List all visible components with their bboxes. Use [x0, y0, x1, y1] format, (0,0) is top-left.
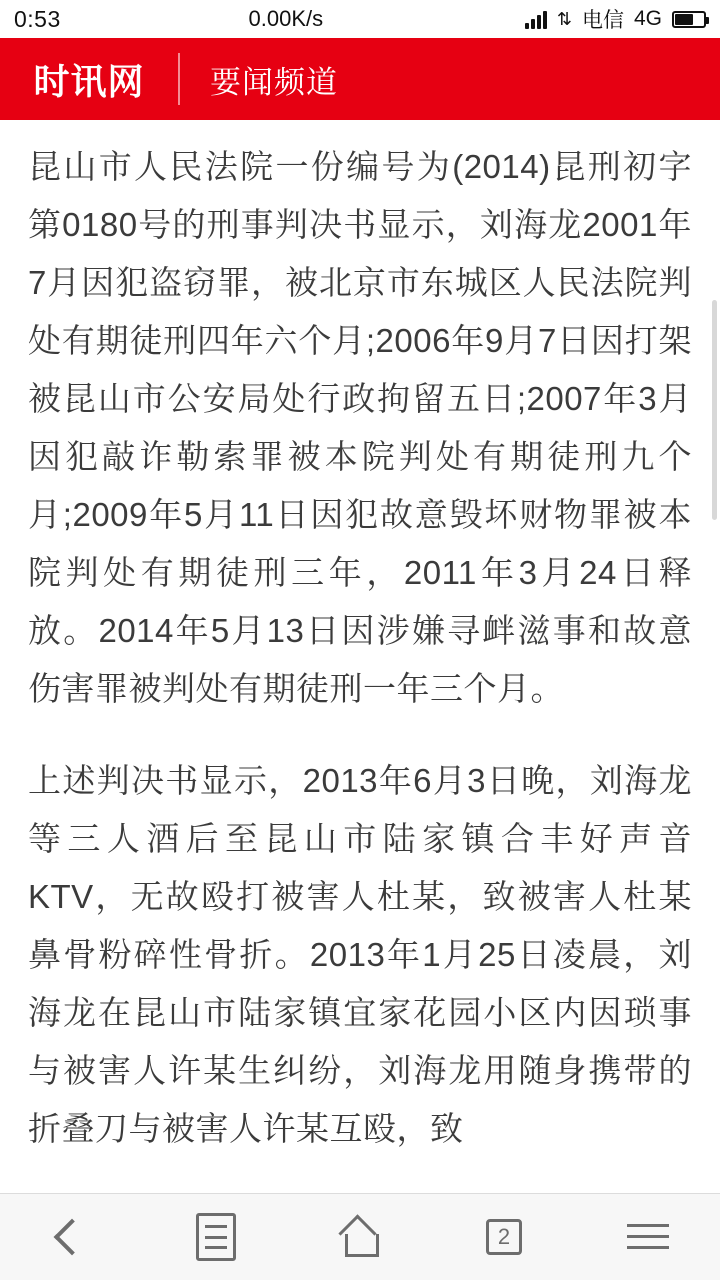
status-bar [0, 0, 720, 38]
site-header [0, 38, 720, 120]
network-speed-label: 0.00K/s [248, 6, 324, 31]
home-icon [341, 1218, 379, 1256]
bottom-navigation-bar [0, 1193, 720, 1280]
chevron-left-icon [54, 1219, 91, 1256]
nav-reader-button[interactable] [144, 1194, 288, 1280]
status-bar-right [525, 4, 706, 34]
tabs-icon: 2 [486, 1219, 522, 1255]
battery-icon [672, 11, 706, 28]
network-type-label: 4G [633, 7, 662, 30]
channel-title: 要闻频道 [210, 64, 338, 100]
vertical-scrollbar[interactable] [712, 300, 717, 520]
nav-back-button[interactable] [0, 1194, 144, 1280]
nav-menu-button[interactable] [576, 1194, 720, 1280]
hamburger-menu-icon [627, 1222, 669, 1252]
site-logo[interactable]: 时讯网 [33, 60, 145, 102]
nav-home-button[interactable] [288, 1194, 432, 1280]
up-down-arrows-icon: ⇅ [556, 9, 572, 29]
article-paragraph: 昆山市人民法院一份编号为(2014)昆刑初字第0180号的刑事判决书显示，刘海龙2001年7月因犯盗窃罪，被北京市东城区人民法院判处有期徒刑四年六个月;2006年9月7日因打架被昆山市公安局处行政拘留五日;2007年3月因犯敲诈勒索罪被本院判处有期徒刑九个月;2009年5月11日因犯故意毁坏财物罪被本院判处有期徒刑三年，2011年3月24日释放。2014年5月13日因涉嫌寻衅滋事和故意伤害罪被判处有期徒刑一年三个月。 [28, 148, 692, 707]
carrier-label: 电信 [581, 9, 624, 32]
article-paragraph: 上述判决书显示，2013年6月3日晚，刘海龙等三人酒后至昆山市陆家镇合丰好声音KTV，无故殴打被害人杜某，致被害人杜某鼻骨粉碎性骨折。2013年1月25日凌晨，刘海龙在昆山市陆家镇宜家花园小区内因琐事与被害人许某生纠纷，刘海龙用随身携带的折叠刀与被害人许某互殴，致 [28, 762, 692, 1147]
status-bar-center [61, 6, 525, 32]
status-clock: 0:53 [14, 5, 61, 32]
page-icon [196, 1213, 236, 1261]
signal-bars-icon [525, 9, 547, 29]
nav-tabs-button[interactable] [432, 1194, 576, 1280]
article-body[interactable] [0, 120, 720, 1194]
